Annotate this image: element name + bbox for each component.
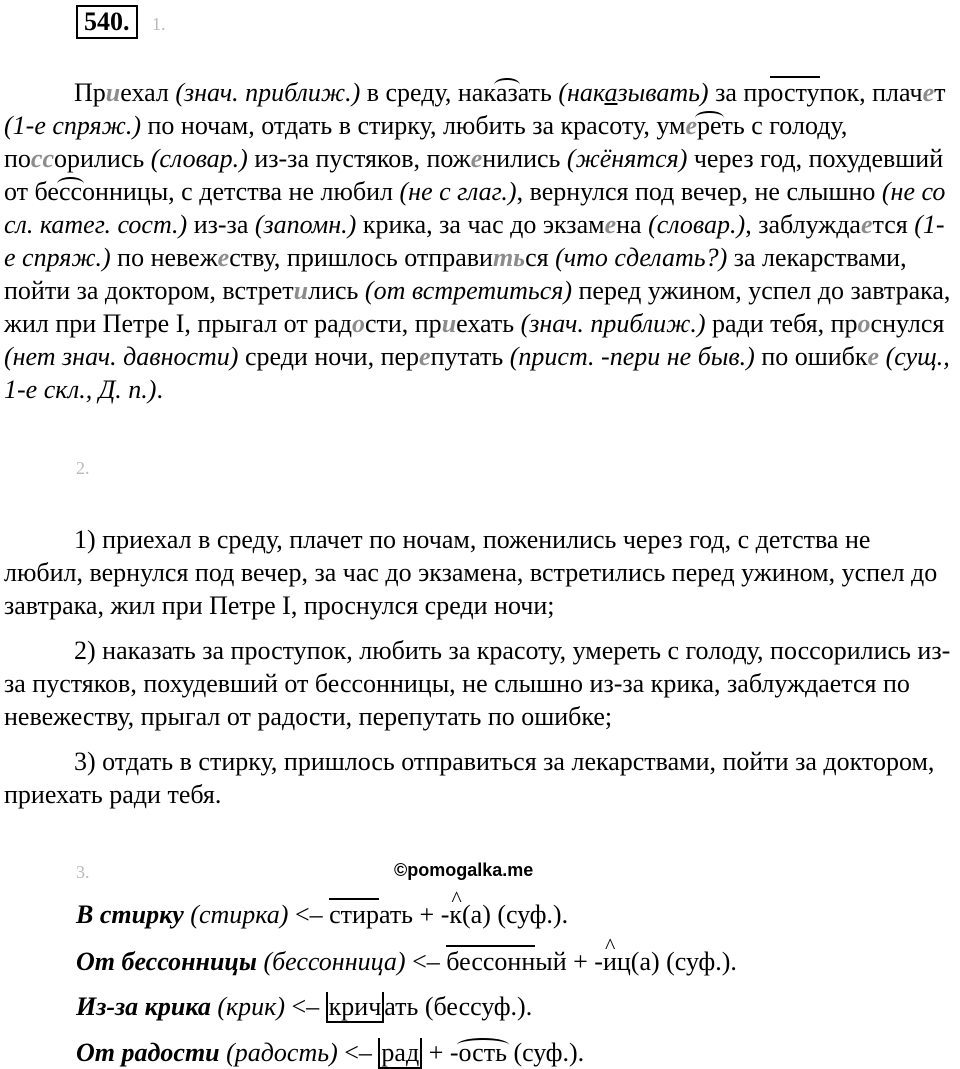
morph-arrow: <– — [412, 947, 440, 976]
section-number-3: 3. — [76, 862, 90, 882]
watermark: ©pomogalka.me — [394, 860, 534, 880]
morph-rest: ый + - — [535, 947, 603, 976]
section-number-2: 2. — [76, 458, 90, 478]
part2-item-3: 3) отдать в стирку, пришлось отправиться за лекарствами, пойти за доктором, приехать ради тебя. — [4, 747, 935, 809]
exercise-header — [76, 5, 138, 39]
morph-root: стир — [329, 900, 379, 929]
morph-arrow: <– — [294, 900, 323, 929]
part1-paragraph: Приехал (знач. приближ.) в среду, наказать (наказывать) за проступок, плачет (1-е спряж.) по ночам, отдать в стирку, любить за красоту, умереть с голоду, поссорились (словар.) из-за пустяков, поженились (жёнятся) через год, похудевший от бессонницы, с детства не любил (не с глаг.), вернулся под вечер, не слышно (не со сл. катег. сост.) из-за (запомн.) крика, за час до экзамена (словар.), заблуждается (1-е спряж.) по невежеству, пришлось отправиться (что сделать?) за лекарствами, пойти за доктором, встретились (от встретиться) перед ужином, успел до завтрака, жил при Петре I, прыгал от радости, приехать (знач. приближ.) ради тебя, проснулся (нет знач. давности) среди ночи, перепутать (прист. -пери не быв.) по ошибке (сущ., 1-е скл., Д. п.). — [4, 78, 951, 404]
morph-row-1 — [76, 898, 568, 931]
morph-tail: (суф.). — [506, 1038, 585, 1067]
morph-arrow: <– — [344, 1038, 372, 1067]
morph-suffix: ость — [458, 1038, 507, 1067]
morph-base: (радость) — [226, 1038, 338, 1067]
part2-list — [4, 523, 954, 823]
morph-base: (стирка) — [190, 900, 289, 929]
morph-rest: ать + - — [378, 900, 450, 929]
morph-tail: (а) (суф.). — [462, 900, 569, 929]
part2-item-1: 1) приехал в среду, плачет по ночам, поженились через год, с детства не любил, вернулся под вечер, за час до экзамена, встретились перед ужином, успел до завтрака, жил при Петре I, проснулся среди ночи; — [4, 525, 938, 620]
morph-phrase: Из-за крика — [76, 992, 211, 1021]
morph-row-3 — [76, 990, 532, 1023]
morph-suffix: ^ к — [449, 900, 462, 929]
morph-root: рад — [378, 1038, 422, 1069]
morph-row-4 — [76, 1036, 584, 1069]
morph-phrase: В стирку — [76, 900, 184, 929]
morph-suffix: ^ иц — [603, 947, 631, 976]
morph-tail: (а) (суф.). — [630, 947, 737, 976]
morph-arrow: <– — [291, 992, 320, 1021]
morph-rest: + - — [422, 1038, 459, 1067]
section-number-1: 1. — [152, 14, 166, 34]
morph-base: (бессонница) — [263, 947, 406, 976]
morph-phrase: От радости — [76, 1038, 220, 1067]
part2-item-2: 2) наказать за проступок, любить за красоту, умереть с голоду, поссорились из-за пустяков, похудевший от бессонницы, не слышно из-за крика, заблуждается по невежеству, прыгал от радости, перепутать по ошибке; — [4, 636, 951, 731]
morph-root: крич — [326, 992, 385, 1023]
exercise-number: 540. — [76, 5, 138, 39]
morph-phrase: От бессонницы — [76, 947, 257, 976]
morph-root: бессонн — [446, 947, 536, 976]
morph-row-2 — [76, 945, 737, 978]
morph-base: (крик) — [217, 992, 285, 1021]
morph-rest: ать (бессуф.). — [384, 992, 533, 1021]
